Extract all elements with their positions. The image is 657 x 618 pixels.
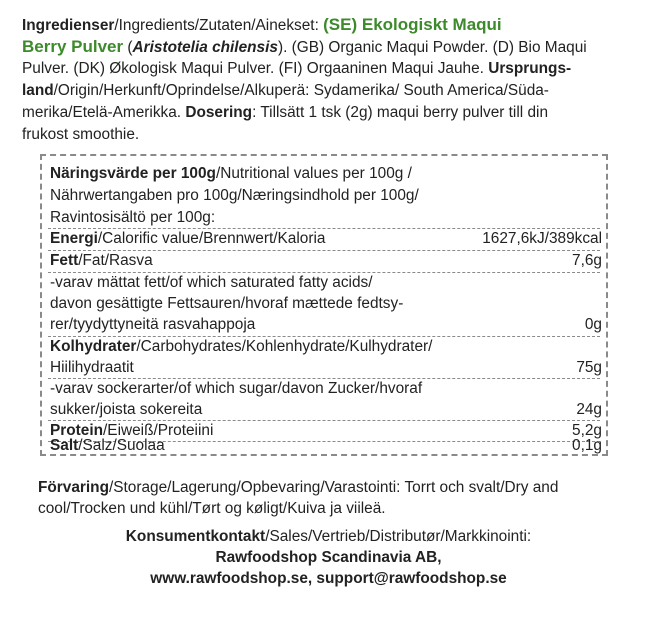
dosage-label: Dosering: [185, 104, 253, 121]
satfat-value: 0g: [584, 316, 602, 333]
fat-translations: /Fat/Rasva: [78, 252, 153, 269]
ingredients-section: [22, 14, 636, 146]
ingredients-label: Ingredienser: [22, 17, 115, 34]
row-fat: [50, 250, 602, 271]
sugar-line-2: sukker/joista sokereita: [50, 401, 203, 418]
translations-1: ). (GB) Organic Maqui Powder. (D) Bio Maqui: [277, 39, 587, 56]
protein-label: Protein: [50, 422, 104, 439]
satfat-line-1: -varav mättat fett/of which saturated fatty acids/: [50, 274, 373, 291]
row-salt: [50, 435, 602, 456]
salt-translations: /Salz/Suolaa: [78, 437, 165, 454]
carbs-translations: /Carbohydrates/Kohlenhydrate/Kulhydrater/: [136, 338, 433, 355]
storage-label: Förvaring: [38, 479, 109, 496]
storage-line-2: cool/Trocken und kühl/Tørt og køligt/Kuiva ja viileä.: [38, 500, 386, 517]
row-carbohydrates: [50, 336, 602, 378]
contact-label: Konsumentkontakt: [125, 528, 266, 545]
energy-label: Energi: [50, 230, 98, 247]
storage-line-1: [38, 477, 638, 498]
fat-value: 7,6g: [572, 252, 602, 269]
carbs-label: Kolhydrater: [50, 338, 137, 355]
nutrition-header-line-3: Ravintosisältö per 100g:: [50, 209, 216, 226]
nutrition-title: Näringsvärde per 100g: [50, 165, 216, 182]
company-name: Rawfoodshop Scandinavia AB,: [215, 549, 442, 566]
carbs-line-2: Hiilihydraatit: [50, 359, 134, 376]
origin-label-2: land: [22, 82, 54, 99]
energy-translations: /Calorific value/Brennwert/Kaloria: [97, 230, 326, 247]
paren-open: (: [123, 39, 133, 56]
row-energy: [50, 228, 602, 249]
ingredients-line-6: [22, 124, 636, 146]
dosage-text-1: : Tillsätt 1 tsk (2g) maqui berry pulver till din: [252, 104, 549, 121]
dosage-text-2: frukost smoothie.: [22, 126, 140, 143]
ingredients-line-4: [22, 80, 636, 102]
carbs-value: 75g: [576, 359, 602, 376]
energy-value: 1627,6kJ/389kcal: [482, 230, 602, 247]
origin-label-1: Ursprungs-: [488, 60, 572, 77]
ingredients-line-1: [22, 14, 636, 36]
ingredients-line-5: [22, 102, 636, 124]
protein-value: 5,2g: [572, 422, 602, 439]
salt-label: Salt: [50, 437, 79, 454]
fat-label: Fett: [50, 252, 79, 269]
satfat-line-3: rer/tyydyttyneitä rasvahappoja: [50, 316, 256, 333]
contact-web-email: www.rawfoodshop.se, support@rawfoodshop.se: [150, 570, 507, 587]
nutrition-header-line-1: [50, 163, 602, 185]
contact-section: [0, 526, 657, 589]
product-name-se-1: (SE) Ekologiskt Maqui: [323, 15, 502, 34]
storage-section: [38, 477, 638, 519]
contact-line-1: [0, 526, 657, 547]
protein-translations: /Eiweiß/Proteiini: [103, 422, 214, 439]
ingredients-line-2: [22, 36, 636, 58]
row-sugar: [50, 378, 602, 420]
nutrition-header: [50, 163, 602, 229]
row-saturated-fat: [50, 272, 602, 335]
origin-text-1: /Origin/Herkunft/Oprindelse/Alkuperä: Sydamerika/ South America/Süda-: [53, 82, 549, 99]
contact-translations: /Sales/Vertrieb/Distributør/Markkinointi:: [265, 528, 532, 545]
storage-text-1: /Storage/Lagerung/Opbevaring/Varastointi: Torrt och svalt/Dry and: [108, 479, 559, 496]
origin-text-2: merika/Etelä-Amerikka.: [22, 104, 186, 121]
salt-value: 0,1g: [572, 437, 602, 454]
ingredients-languages: /Ingredients/Zutaten/Ainekset:: [114, 17, 324, 34]
product-name-se-2: Berry Pulver: [22, 37, 124, 56]
nutrition-header-line-2: Nährwertangaben pro 100g/Næringsindhold per 100g/: [50, 187, 419, 204]
translations-2: Pulver. (DK) Økologisk Maqui Pulver. (FI) Orgaaninen Maqui Jauhe.: [22, 60, 489, 77]
nutrition-title-en: /Nutritional values per 100g /: [215, 165, 412, 182]
ingredients-line-3: [22, 58, 636, 80]
nutrition-table: [40, 154, 608, 456]
latin-name: Aristotelia chilensis: [132, 39, 278, 56]
sugar-line-1: -varav sockerarter/of which sugar/davon Zucker/hvoraf: [50, 380, 423, 397]
satfat-line-2: davon gesättigte Fettsauren/hvoraf mættede fedtsy-: [50, 295, 404, 312]
sugar-value: 24g: [576, 401, 602, 418]
